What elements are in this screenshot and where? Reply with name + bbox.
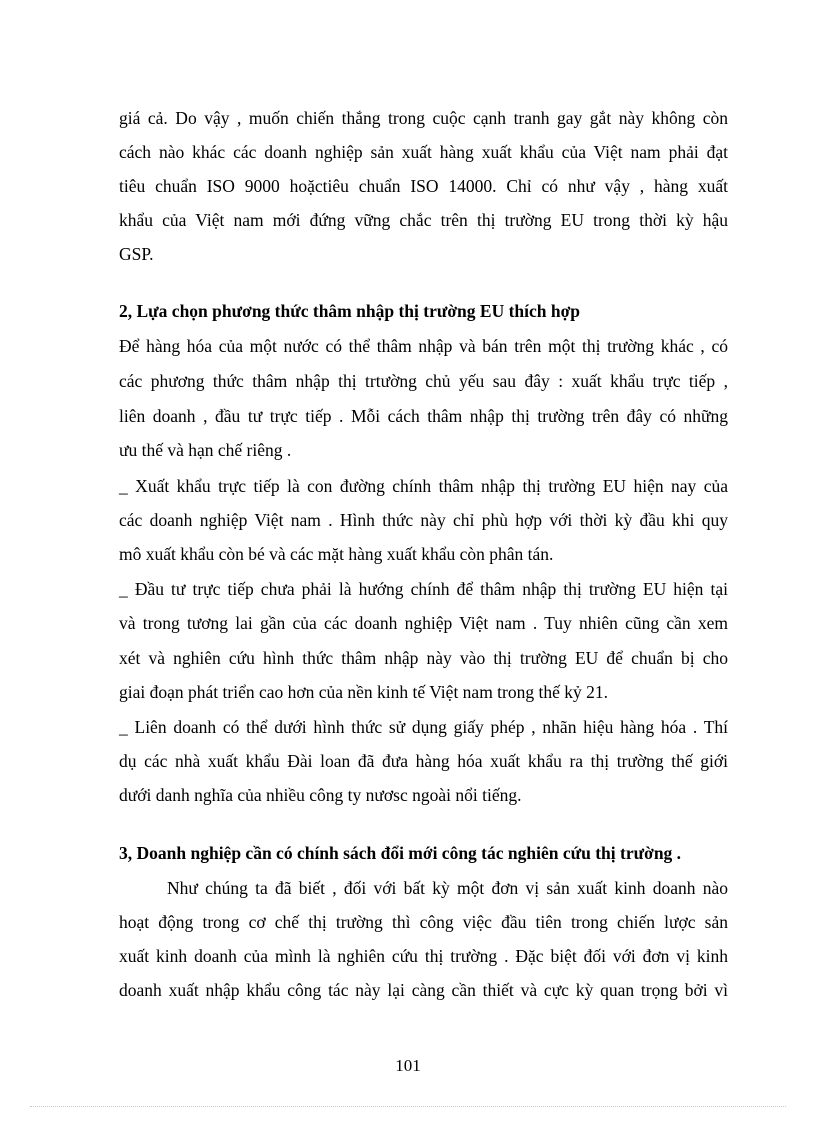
paragraph-line: khẩu của Việt nam mới đứng vững chắc trên thị trường EU trong thời kỳ hậu bbox=[119, 210, 728, 230]
paragraph-line: giai đoạn phát triển cao hơn của nền kinh tế Việt nam trong thế kỷ 21. bbox=[119, 682, 609, 702]
paragraph-line: doanh xuất nhập khẩu công tác này lại càng cần thiết và cực kỳ quan trọng bởi vì bbox=[119, 980, 728, 1000]
section-heading-3: 3, Doanh nghiệp cần có chính sách đổi mới công tác nghiên cứu thị trường . bbox=[119, 843, 682, 863]
paragraph-line: Như chúng ta đã biết , đối với bất kỳ một đơn vị sản xuất kinh doanh nào bbox=[167, 878, 728, 898]
paragraph-line: dưới danh nghĩa của nhiều công ty nươsc ngoài nổi tiếng. bbox=[119, 785, 522, 805]
paragraph-line: _ Đầu tư trực tiếp chưa phải là hướng chính để thâm nhập thị trường EU hiện tại bbox=[119, 579, 728, 599]
paragraph-line: các phương thức thâm nhập thị trtường chủ yếu sau đây : xuất khẩu trực tiếp , bbox=[119, 371, 728, 391]
paragraph-line: hoạt động trong cơ chế thị trường thì công việc đầu tiên trong chiến lược sản bbox=[119, 912, 728, 932]
paragraph-line: các doanh nghiệp Việt nam . Hình thức này chỉ phù hợp với thời kỳ đầu khi quy bbox=[119, 510, 728, 530]
paragraph-line: ưu thế và hạn chế riêng . bbox=[119, 440, 292, 460]
paragraph-line: GSP. bbox=[119, 244, 154, 264]
paragraph-line: _ Liên doanh có thể dưới hình thức sử dụng giấy phép , nhãn hiệu hàng hóa . Thí bbox=[119, 717, 728, 737]
paragraph-line: _ Xuất khẩu trực tiếp là con đường chính thâm nhập thị trường EU hiện nay của bbox=[119, 476, 728, 496]
paragraph-line: và trong tương lai gần của các doanh nghiệp Việt nam . Tuy nhiên cũng cần xem bbox=[119, 613, 728, 633]
paragraph-line: dụ các nhà xuất khẩu Đài loan đã đưa hàng hóa xuất khẩu ra thị trường thế giới bbox=[119, 751, 728, 771]
paragraph-line: tiêu chuẩn ISO 9000 hoặctiêu chuẩn ISO 14000. Chỉ có như vậy , hàng xuất bbox=[119, 176, 728, 196]
paragraph-line: xuất kinh doanh của mình là nghiên cứu thị trường . Đặc biệt đối với đơn vị kinh bbox=[119, 946, 728, 966]
paragraph-line: giá cả. Do vậy , muốn chiến thắng trong cuộc cạnh tranh gay gắt này không còn bbox=[119, 108, 728, 128]
paragraph-line: xét và nghiên cứu hình thức thâm nhập này vào thị trường EU để chuẩn bị cho bbox=[119, 648, 728, 668]
section-heading-2: 2, Lựa chọn phương thức thâm nhập thị trường EU thích hợp bbox=[119, 301, 581, 321]
paragraph-line: mô xuất khẩu còn bé và các mặt hàng xuất khẩu còn phân tán. bbox=[119, 544, 554, 564]
paragraph-line: liên doanh , đầu tư trực tiếp . Mỗi cách thâm nhập thị trường trên đây có những bbox=[119, 406, 728, 426]
page-number: 101 bbox=[395, 1056, 421, 1075]
paragraph-line: cách nào khác các doanh nghiệp sản xuất hàng xuất khẩu của Việt nam phải đạt bbox=[119, 142, 728, 162]
footer-divider bbox=[30, 1106, 786, 1107]
paragraph-line: Để hàng hóa của một nước có thể thâm nhập và bán trên một thị trường khác , có bbox=[119, 336, 728, 356]
